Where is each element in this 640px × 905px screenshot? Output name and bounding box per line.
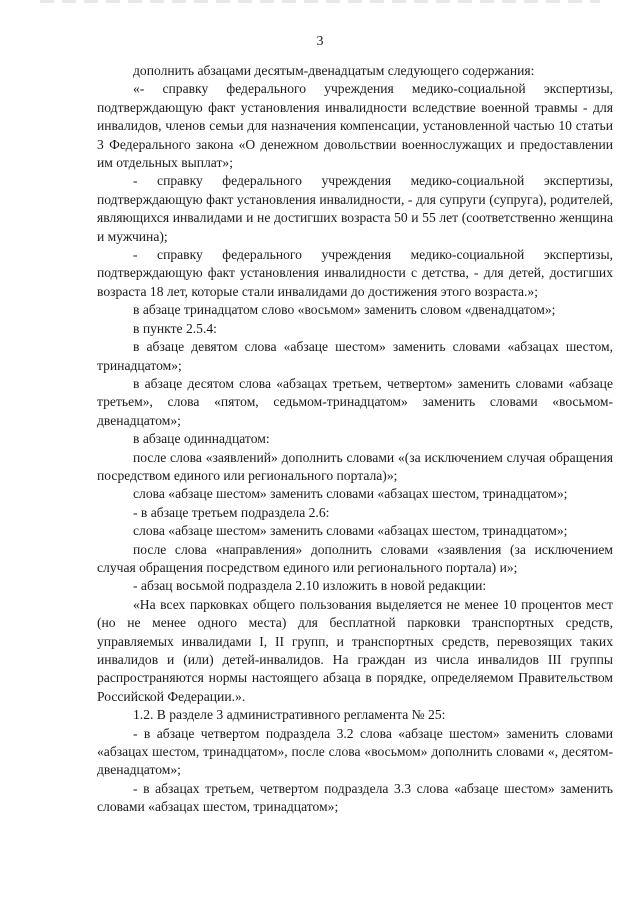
paragraph: в пункте 2.5.4:	[133, 320, 217, 336]
paragraph: «- справку федерального учреждения медико-социальной экспертизы, подтверждающую факт установления инвалидности вследствие военной травмы - для инвалидов, членов семьи для назначения компенсации, установленной частью 10 статьи 3 Федерального закона «О денежном довольствии военнослужащих и предоставлении им отдельных выплат»;	[97, 81, 613, 171]
paragraph: в абзаце десятом слова «абзацах третьем, четвертом» заменить словами «абзаце третьем», слова «пятом, седьмом-тринадцатом» заменить словами «восьмом-двенадцатом»;	[97, 375, 613, 428]
paragraph: - в абзаце третьем подраздела 2.6:	[133, 504, 330, 520]
paragraph: «На всех парковках общего пользования выделяется не менее 10 процентов мест (но не менее одного места) для бесплатной парковки транспортных средств, управляемых инвалидами I, II групп, и транспортных средств, перевозящих таких инвалидов и (или) детей-инвалидов. На граждан из числа инвалидов III группы распространяются нормы настоящего абзаца в порядке, определяемом Правительством Российской Федерации.».	[97, 596, 613, 704]
page-number: 3	[316, 34, 324, 49]
paragraph: - справку федерального учреждения медико-социальной экспертизы, подтверждающую факт установления инвалидности, - для супруги (супруга), родителей, являющихся инвалидами и не достигших возраста 50 и 55 лет (соответственно женщина и мужчина);	[97, 173, 613, 244]
paragraph: после слова «направления» дополнить словами «заявления (за исключением случая обращения посредством единого или регионального портала) и»;	[97, 541, 613, 575]
paragraph: после слова «заявлений» дополнить словами «(за исключением случая обращения посредством единого или регионального портала)»;	[97, 449, 613, 483]
paragraph: в абзаце девятом слова «абзаце шестом» заменить словами «абзацах шестом, тринадцатом»;	[97, 339, 613, 373]
paragraph: в абзаце одиннадцатом:	[133, 431, 270, 447]
scan-top-edge	[40, 0, 600, 3]
paragraph: - справку федерального учреждения медико-социальной экспертизы, подтверждающую факт установления инвалидности с детства, - для детей, достигших возраста 18 лет, которые стали инвалидами до достижения этого возраста.»;	[97, 247, 613, 299]
paragraph: дополнить абзацами десятым-двенадцатым следующего содержания:	[133, 63, 535, 78]
paragraph: 1.2. В разделе 3 административного регламента № 25:	[133, 707, 446, 723]
paragraph: слова «абзаце шестом» заменить словами «абзацах шестом, тринадцатом»;	[133, 523, 568, 539]
paragraph: в абзаце тринадцатом слово «восьмом» заменить словом «двенадцатом»;	[133, 302, 556, 318]
paragraph: - в абзаце четвертом подраздела 3.2 слова «абзаце шестом» заменить словами «абзацах шестом, тринадцатом», после слова «восьмом» дополнить словами «, десятом-двенадцатом»;	[97, 725, 613, 778]
paragraph: - в абзацах третьем, четвертом подраздела 3.3 слова «абзаце шестом» заменить словами «абзацах шестом, тринадцатом»;	[97, 780, 613, 815]
paragraph: - абзац восьмой подраздела 2.10 изложить в новой редакции:	[133, 578, 487, 594]
document-body	[97, 62, 613, 817]
paragraph: слова «абзаце шестом» заменить словами «абзацах шестом, тринадцатом»;	[133, 486, 568, 502]
